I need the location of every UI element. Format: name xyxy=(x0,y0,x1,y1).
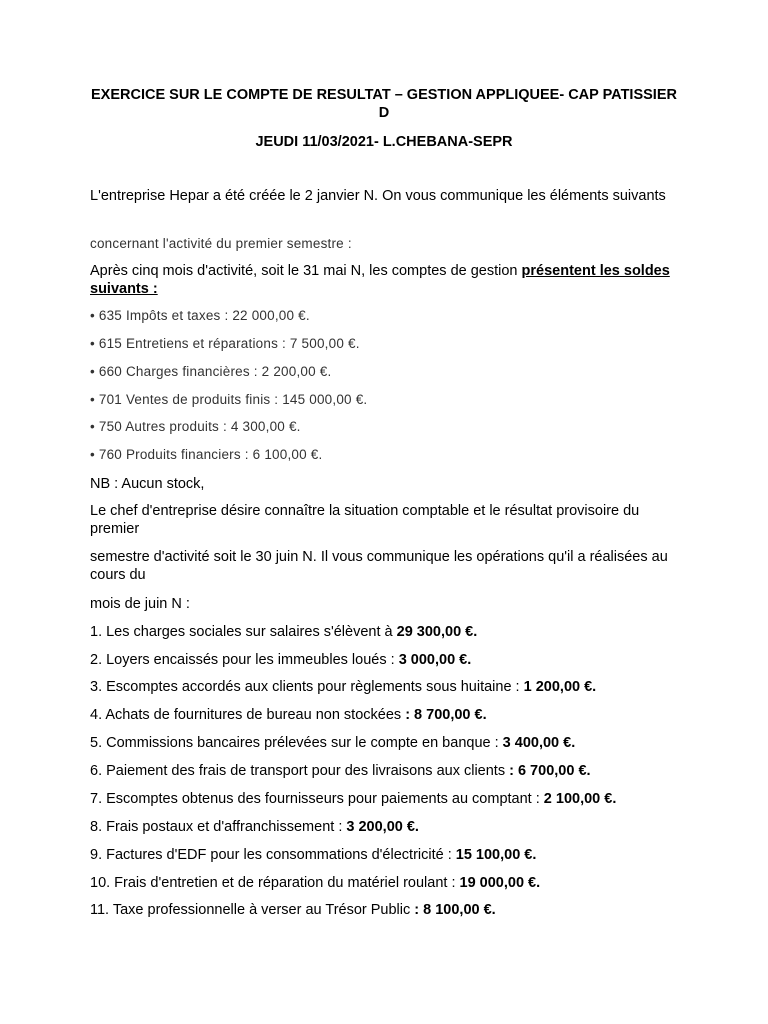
balance-item: • 701 Ventes de produits finis : 145 000,00 €. xyxy=(90,392,368,407)
document-subtitle: JEUDI 11/03/2021- L.CHEBANA-SEPR xyxy=(255,134,513,150)
context-paragraph: semestre d'activité soit le 30 juin N. Il vous communique les opérations qu'il a réalisées au cours du xyxy=(90,549,668,583)
operation-item: 2. Loyers encaissés pour les immeubles loués : 3 000,00 €. xyxy=(90,652,472,668)
operation-amount: : 8 100,00 €. xyxy=(414,902,496,918)
intro-paragraph: L'entreprise Hepar a été créée le 2 janvier N. On vous communique les éléments suivants xyxy=(90,188,666,204)
operation-item: 1. Les charges sociales sur salaires s'élèvent à 29 300,00 €. xyxy=(90,624,478,640)
operation-amount: : 8 700,00 €. xyxy=(405,707,487,723)
balance-item: • 750 Autres produits : 4 300,00 €. xyxy=(90,419,301,434)
balance-item: • 615 Entretiens et réparations : 7 500,00 €. xyxy=(90,336,360,351)
operation-amount: 29 300,00 €. xyxy=(396,624,478,640)
intro-continuation: concernant l'activité du premier semestre : xyxy=(90,236,352,251)
operation-amount: 1 200,00 €. xyxy=(523,679,597,695)
balance-item: • 660 Charges financières : 2 200,00 €. xyxy=(90,364,332,379)
operation-amount: 2 100,00 €. xyxy=(543,791,617,807)
operation-amount: 3 200,00 €. xyxy=(346,819,419,835)
operation-amount: 15 100,00 €. xyxy=(455,847,537,863)
balance-item: • 760 Produits financiers : 6 100,00 €. xyxy=(90,447,323,462)
operation-item: 3. Escomptes accordés aux clients pour règlements sous huitaine : 1 200,00 €. xyxy=(90,679,597,695)
operation-item: 10. Frais d'entretien et de réparation du matériel roulant : 19 000,00 €. xyxy=(90,875,541,891)
balances-intro-emphasis: présentent les soldes suivants : xyxy=(90,263,670,297)
context-paragraph: mois de juin N : xyxy=(90,596,190,612)
balances-intro-text: Après cinq mois d'activité, soit le 31 mai N, les comptes de gestion xyxy=(90,263,522,279)
operation-amount: : 6 700,00 €. xyxy=(509,763,591,779)
operation-item: 6. Paiement des frais de transport pour des livraisons aux clients : 6 700,00 €. xyxy=(90,763,591,779)
operation-item: 4. Achats de fournitures de bureau non stockées : 8 700,00 €. xyxy=(90,707,487,723)
operation-amount: 3 000,00 €. xyxy=(398,652,472,668)
balances-intro xyxy=(90,262,670,298)
operation-item: 11. Taxe professionnelle à verser au Trésor Public : 8 100,00 €. xyxy=(90,902,496,918)
document-title: EXERCICE SUR LE COMPTE DE RESULTAT – GESTION APPLIQUEE- CAP PATISSIER D xyxy=(91,87,677,121)
operation-item: 5. Commissions bancaires prélevées sur le compte en banque : 3 400,00 €. xyxy=(90,735,576,751)
operation-item: 9. Factures d'EDF pour les consommations d'électricité : 15 100,00 €. xyxy=(90,847,537,863)
operation-item: 8. Frais postaux et d'affranchissement : 3 200,00 €. xyxy=(90,819,419,835)
balance-item: • 635 Impôts et taxes : 22 000,00 €. xyxy=(90,308,310,323)
nb-note: NB : Aucun stock, xyxy=(90,476,205,492)
operation-amount: 19 000,00 €. xyxy=(459,875,541,891)
operation-item: 7. Escomptes obtenus des fournisseurs pour paiements au comptant : 2 100,00 €. xyxy=(90,791,617,807)
operation-amount: 3 400,00 €. xyxy=(502,735,576,751)
context-paragraph: Le chef d'entreprise désire connaître la situation comptable et le résultat provisoire du premier xyxy=(90,503,640,537)
